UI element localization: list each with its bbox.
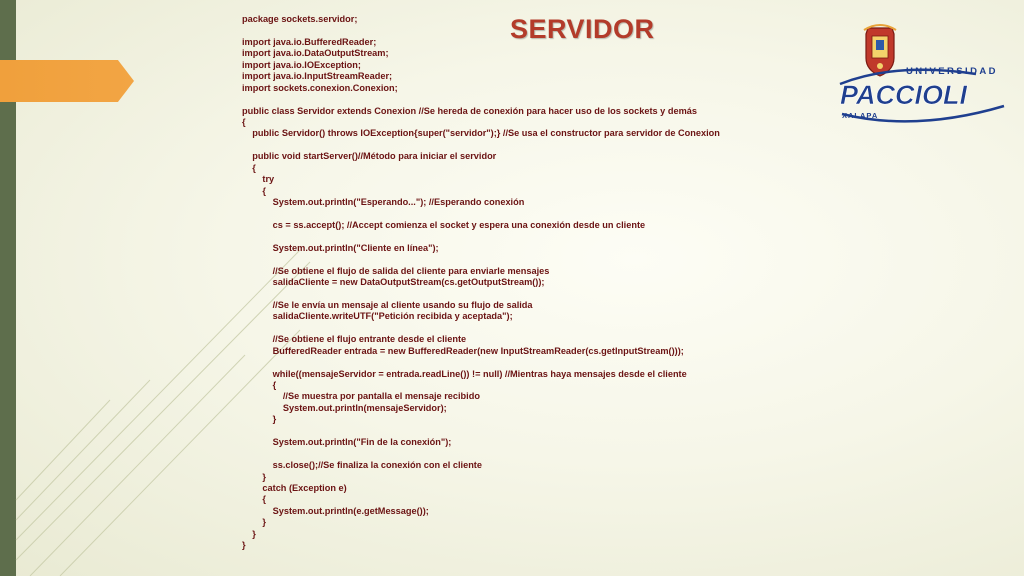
code-line <box>242 25 802 36</box>
code-line: } <box>242 414 277 425</box>
code-line: import java.io.DataOutputStream; <box>242 48 389 59</box>
code-line: System.out.println("Cliente en línea"); <box>242 242 439 253</box>
code-line: } <box>242 540 246 551</box>
code-line: System.out.println(e.getMessage()); <box>242 505 429 516</box>
code-line: while((mensajeServidor = entrada.readLine()) != null) //Mientras haya mensajes desde el cliente <box>242 368 687 379</box>
code-line <box>242 94 802 105</box>
code-line: { <box>242 494 266 505</box>
code-line: } <box>242 471 266 482</box>
orange-chevron-decoration <box>0 60 134 102</box>
code-line: import java.io.InputStreamReader; <box>242 71 393 82</box>
code-line: System.out.println("Esperando..."); //Esperando conexión <box>242 197 525 207</box>
logo-city-text: XALAPA <box>842 111 879 120</box>
code-line: //Se le envía un mensaje al cliente usando su flujo de salida <box>242 299 533 310</box>
code-line: BufferedReader entrada = new BufferedReader(new InputStreamReader(cs.getInputStream())); <box>242 345 684 356</box>
code-line: //Se obtiene el flujo de salida del cliente para enviarle mensajes <box>242 265 550 276</box>
code-line <box>242 231 802 242</box>
code-line: System.out.println("Fin de la conexión"); <box>242 437 452 448</box>
logo-university-text: UNIVERSIDAD <box>906 66 998 77</box>
code-line: { <box>242 185 266 196</box>
code-line: package sockets.servidor; <box>242 14 358 24</box>
university-crest-icon <box>864 25 896 76</box>
code-line <box>242 426 802 437</box>
code-line: public void startServer()//Método para iniciar el servidor <box>242 151 497 162</box>
code-line: //Se obtiene el flujo entrante desde el cliente <box>242 334 467 345</box>
code-line <box>242 289 802 300</box>
code-line <box>242 208 802 219</box>
code-line <box>242 323 802 334</box>
code-line <box>242 449 802 460</box>
code-line: catch (Exception e) <box>242 482 347 493</box>
logo-name-text: PACCIOLI <box>840 80 967 110</box>
code-line: import java.io.IOException; <box>242 59 361 70</box>
code-line: public Servidor() throws IOException{super("servidor");} //Se usa el constructor para servidor de Conexion <box>242 128 720 139</box>
code-line: salidaCliente = new DataOutputStream(cs.getOutputStream()); <box>242 277 545 288</box>
code-listing <box>242 14 802 552</box>
code-line: } <box>242 517 266 528</box>
code-line: import java.io.BufferedReader; <box>242 36 377 47</box>
code-line: { <box>242 116 246 127</box>
code-line: //Se muestra por pantalla el mensaje recibido <box>242 391 480 402</box>
code-line <box>242 140 802 151</box>
code-line: public class Servidor extends Conexion //Se hereda de conexión para hacer uso de los sockets y demás <box>242 105 697 116</box>
university-logo <box>836 22 1012 126</box>
code-line: salidaCliente.writeUTF("Petición recibida y aceptada"); <box>242 311 513 322</box>
code-line: { <box>242 380 277 390</box>
code-line: { <box>242 162 256 173</box>
code-line: import sockets.conexion.Conexion; <box>242 82 398 93</box>
code-line <box>242 254 802 265</box>
slide-title: SERVIDOR <box>510 14 655 44</box>
code-line: } <box>242 528 256 539</box>
code-line: System.out.println(mensajeServidor); <box>242 402 447 413</box>
code-line: try <box>242 174 275 185</box>
code-line <box>242 357 802 368</box>
code-line: ss.close();//Se finaliza la conexión con el cliente <box>242 460 482 471</box>
code-line: cs = ss.accept(); //Accept comienza el socket y espera una conexión desde un cliente <box>242 219 646 230</box>
